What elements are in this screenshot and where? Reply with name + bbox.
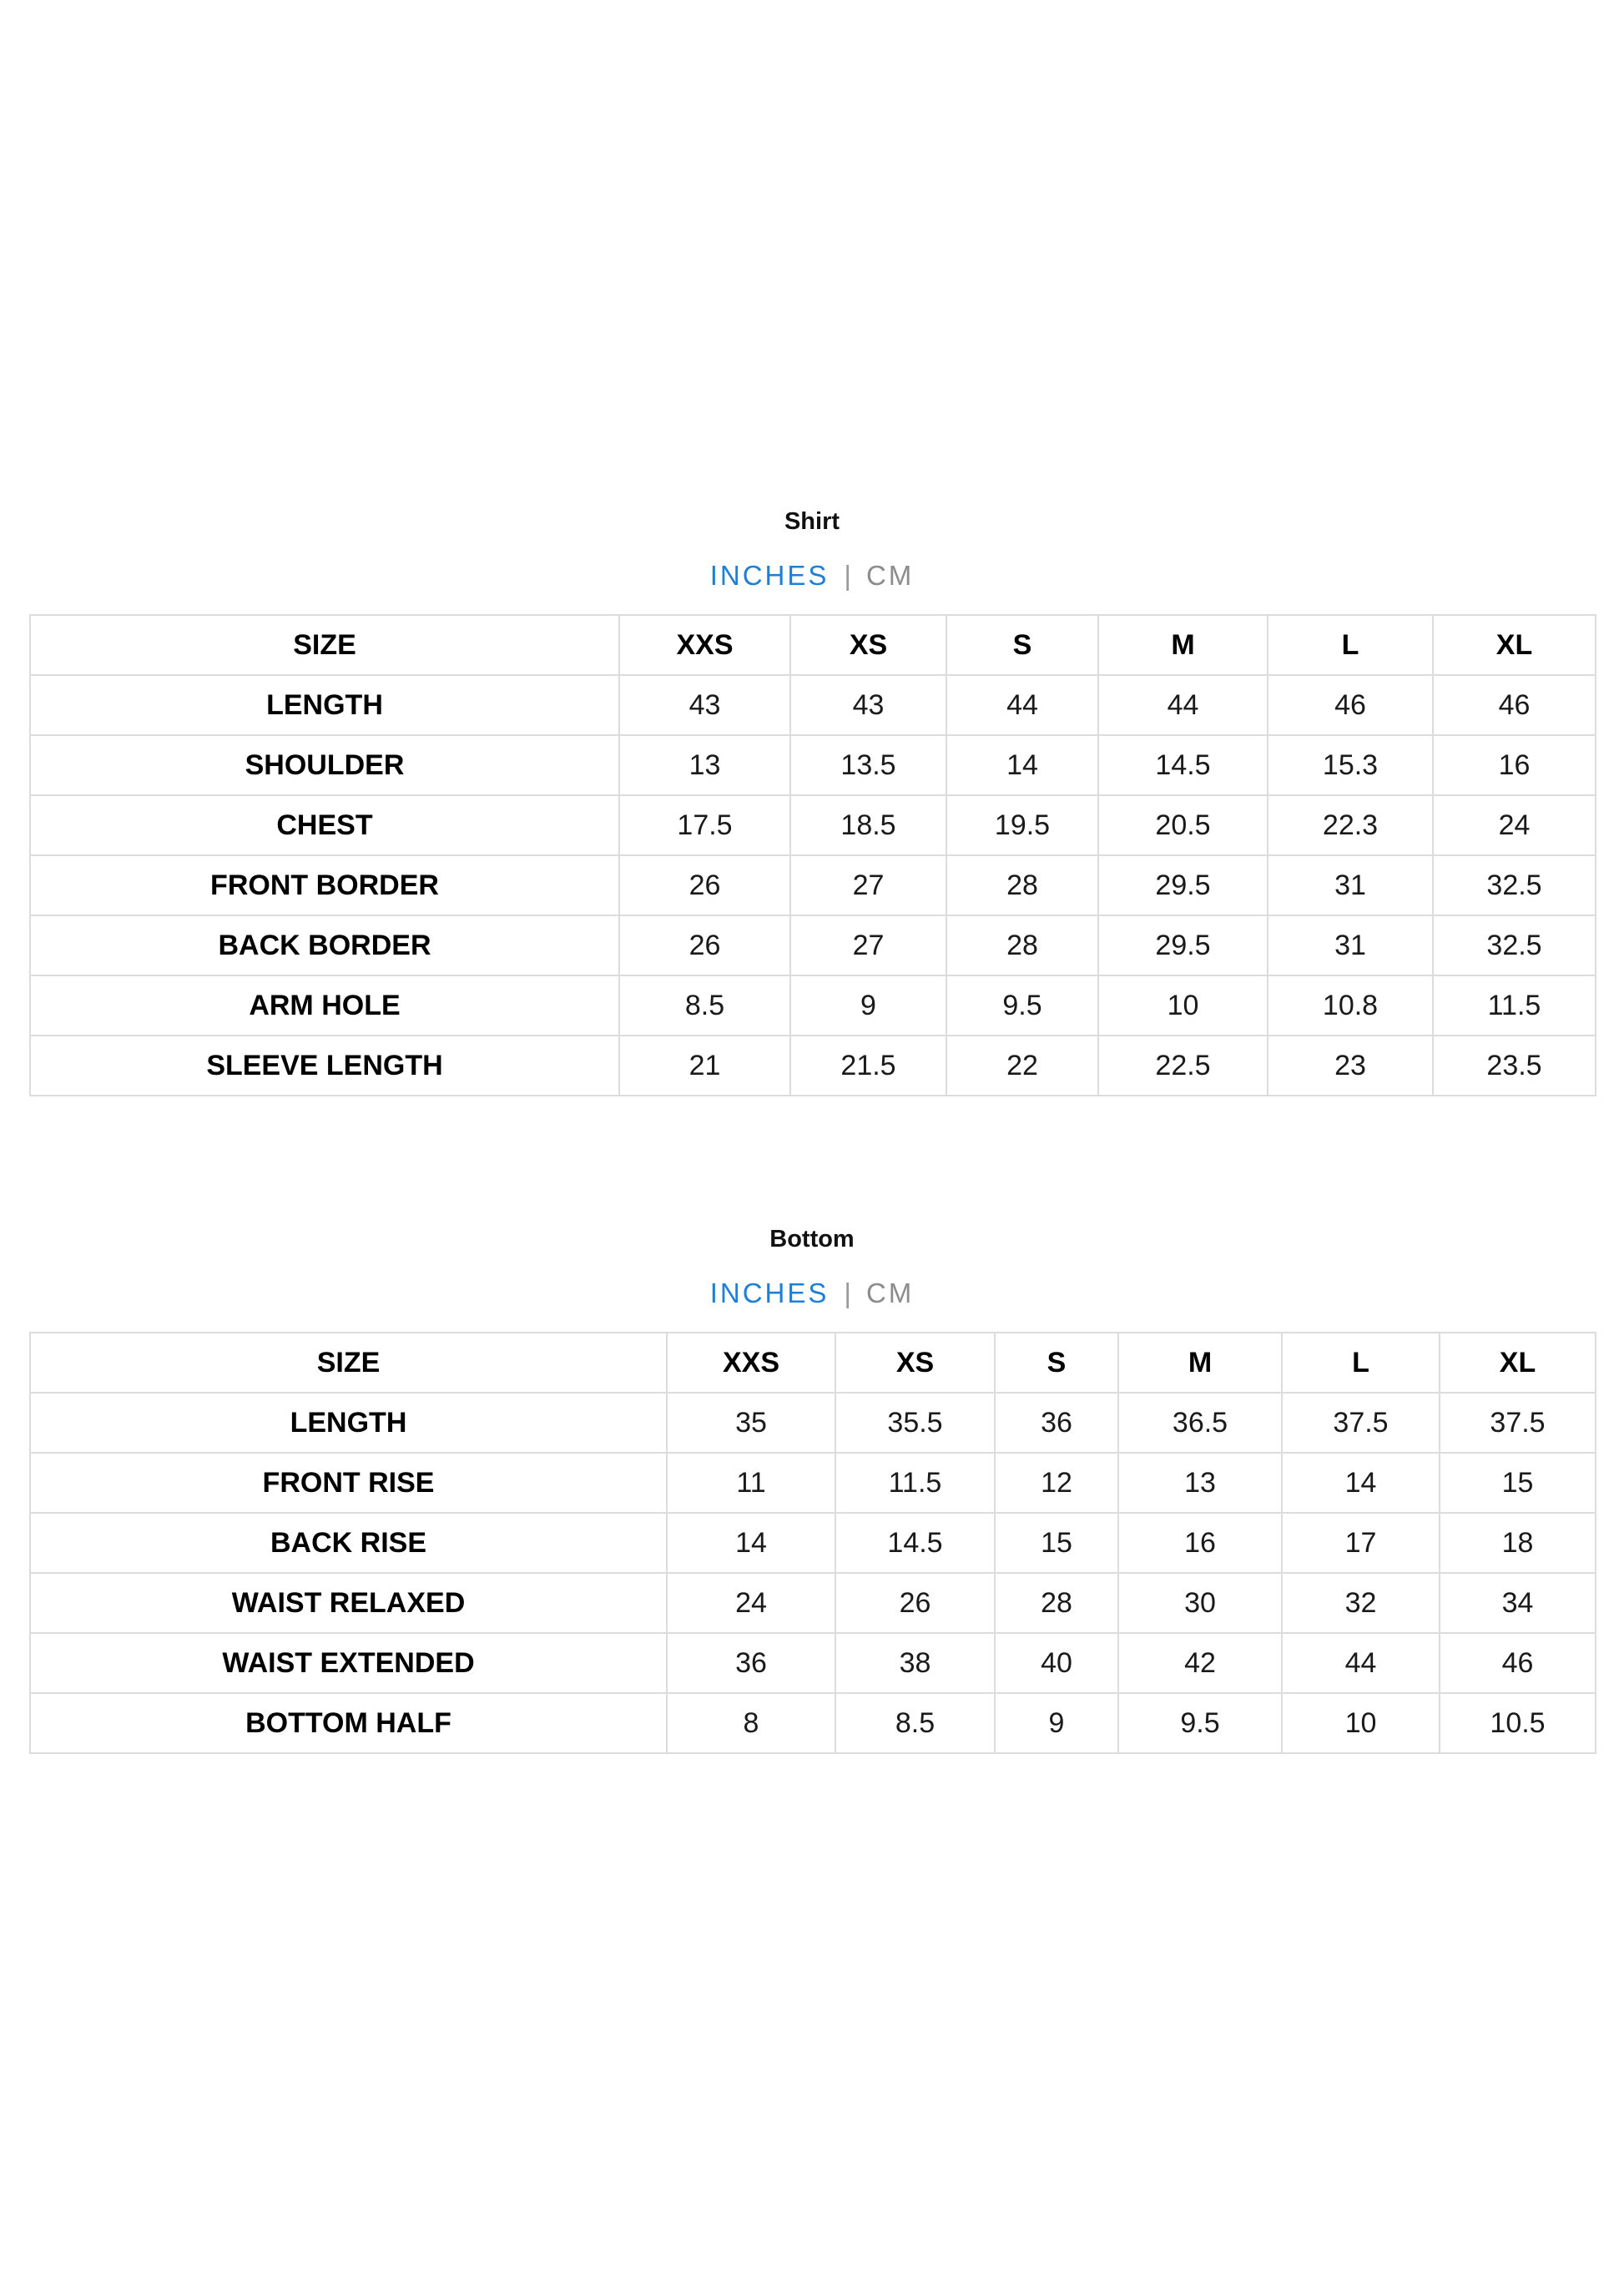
table-cell: 16 xyxy=(1118,1513,1282,1573)
table-row xyxy=(30,975,1596,1036)
bottom-size-section xyxy=(29,1218,1595,1754)
table-cell: 40 xyxy=(995,1633,1118,1693)
table-cell: 14 xyxy=(667,1513,835,1573)
row-label: LENGTH xyxy=(30,675,619,735)
row-label: SLEEVE LENGTH xyxy=(30,1036,619,1096)
table-cell: 26 xyxy=(619,915,790,975)
table-cell: 14.5 xyxy=(1098,735,1268,795)
table-cell: 16 xyxy=(1433,735,1596,795)
table-row xyxy=(30,1453,1596,1513)
column-header: XXS xyxy=(667,1333,835,1393)
table-cell: 46 xyxy=(1440,1633,1596,1693)
table-row xyxy=(30,1573,1596,1633)
table-cell: 14 xyxy=(946,735,1098,795)
table-cell: 29.5 xyxy=(1098,855,1268,915)
column-header: M xyxy=(1098,615,1268,675)
column-header: SIZE xyxy=(30,1333,667,1393)
table-cell: 37.5 xyxy=(1440,1393,1596,1453)
table-cell: 10.5 xyxy=(1440,1693,1596,1753)
table-cell: 22 xyxy=(946,1036,1098,1096)
bottom-unit-cm-tab[interactable]: CM xyxy=(865,1278,915,1308)
table-cell: 26 xyxy=(619,855,790,915)
table-cell: 15.3 xyxy=(1268,735,1433,795)
table-cell: 46 xyxy=(1268,675,1433,735)
table-cell: 31 xyxy=(1268,855,1433,915)
table-cell: 28 xyxy=(946,915,1098,975)
table-cell: 36 xyxy=(995,1393,1118,1453)
table-cell: 46 xyxy=(1433,675,1596,735)
row-label: SHOULDER xyxy=(30,735,619,795)
table-row xyxy=(30,855,1596,915)
table-cell: 26 xyxy=(835,1573,995,1633)
shirt-header-row xyxy=(30,615,1596,675)
shirt-section-title: Shirt xyxy=(784,508,840,535)
table-cell: 11 xyxy=(667,1453,835,1513)
table-cell: 44 xyxy=(946,675,1098,735)
table-cell: 10 xyxy=(1282,1693,1440,1753)
table-cell: 13 xyxy=(1118,1453,1282,1513)
column-header: S xyxy=(995,1333,1118,1393)
table-cell: 32.5 xyxy=(1433,915,1596,975)
table-cell: 34 xyxy=(1440,1573,1596,1633)
table-cell: 38 xyxy=(835,1633,995,1693)
table-cell: 15 xyxy=(995,1513,1118,1573)
shirt-unit-inches-tab[interactable]: INCHES xyxy=(709,560,830,591)
table-row xyxy=(30,1393,1596,1453)
table-cell: 22.5 xyxy=(1098,1036,1268,1096)
table-row xyxy=(30,735,1596,795)
column-header: M xyxy=(1118,1333,1282,1393)
table-cell: 8 xyxy=(667,1693,835,1753)
row-label: CHEST xyxy=(30,795,619,855)
table-cell: 30 xyxy=(1118,1573,1282,1633)
shirt-unit-separator: | xyxy=(844,560,851,591)
table-cell: 43 xyxy=(619,675,790,735)
table-cell: 8.5 xyxy=(835,1693,995,1753)
column-header: L xyxy=(1268,615,1433,675)
shirt-size-table xyxy=(29,614,1596,1096)
table-cell: 35 xyxy=(667,1393,835,1453)
table-cell: 32 xyxy=(1282,1573,1440,1633)
row-label: LENGTH xyxy=(30,1393,667,1453)
table-row xyxy=(30,1633,1596,1693)
bottom-unit-toggle xyxy=(29,1273,1595,1314)
table-cell: 9 xyxy=(790,975,946,1036)
column-header: S xyxy=(946,615,1098,675)
table-cell: 8.5 xyxy=(619,975,790,1036)
table-cell: 37.5 xyxy=(1282,1393,1440,1453)
shirt-unit-toggle xyxy=(29,555,1595,597)
table-cell: 23.5 xyxy=(1433,1036,1596,1096)
table-cell: 11.5 xyxy=(835,1453,995,1513)
table-cell: 13 xyxy=(619,735,790,795)
table-cell: 14 xyxy=(1282,1453,1440,1513)
column-header: XXS xyxy=(619,615,790,675)
column-header: XS xyxy=(835,1333,995,1393)
row-label: WAIST RELAXED xyxy=(30,1573,667,1633)
table-cell: 42 xyxy=(1118,1633,1282,1693)
column-header: XS xyxy=(790,615,946,675)
table-row xyxy=(30,675,1596,735)
row-label: ARM HOLE xyxy=(30,975,619,1036)
table-cell: 10.8 xyxy=(1268,975,1433,1036)
column-header: XL xyxy=(1440,1333,1596,1393)
table-cell: 36.5 xyxy=(1118,1393,1282,1453)
table-cell: 36 xyxy=(667,1633,835,1693)
table-cell: 32.5 xyxy=(1433,855,1596,915)
column-header: XL xyxy=(1433,615,1596,675)
bottom-section-title: Bottom xyxy=(769,1226,855,1252)
row-label: BACK RISE xyxy=(30,1513,667,1573)
table-cell: 9.5 xyxy=(1118,1693,1282,1753)
table-cell: 10 xyxy=(1098,975,1268,1036)
bottom-header-row xyxy=(30,1333,1596,1393)
table-cell: 17 xyxy=(1282,1513,1440,1573)
row-label: BOTTOM HALF xyxy=(30,1693,667,1753)
table-cell: 28 xyxy=(995,1573,1118,1633)
table-row xyxy=(30,1513,1596,1573)
table-cell: 13.5 xyxy=(790,735,946,795)
table-cell: 22.3 xyxy=(1268,795,1433,855)
table-cell: 9 xyxy=(995,1693,1118,1753)
table-cell: 24 xyxy=(667,1573,835,1633)
table-row xyxy=(30,1036,1596,1096)
bottom-unit-separator: | xyxy=(844,1278,851,1308)
row-label: BACK BORDER xyxy=(30,915,619,975)
table-cell: 28 xyxy=(946,855,1098,915)
bottom-unit-inches-tab[interactable]: INCHES xyxy=(709,1278,830,1308)
table-cell: 19.5 xyxy=(946,795,1098,855)
table-cell: 15 xyxy=(1440,1453,1596,1513)
table-cell: 44 xyxy=(1282,1633,1440,1693)
shirt-unit-cm-tab[interactable]: CM xyxy=(865,560,915,591)
table-cell: 43 xyxy=(790,675,946,735)
table-cell: 9.5 xyxy=(946,975,1098,1036)
table-cell: 17.5 xyxy=(619,795,790,855)
table-cell: 44 xyxy=(1098,675,1268,735)
table-cell: 35.5 xyxy=(835,1393,995,1453)
table-cell: 27 xyxy=(790,855,946,915)
table-row xyxy=(30,1693,1596,1753)
row-label: WAIST EXTENDED xyxy=(30,1633,667,1693)
table-row xyxy=(30,795,1596,855)
table-cell: 24 xyxy=(1433,795,1596,855)
table-cell: 11.5 xyxy=(1433,975,1596,1036)
table-row xyxy=(30,915,1596,975)
table-cell: 27 xyxy=(790,915,946,975)
bottom-size-table xyxy=(29,1332,1596,1754)
table-cell: 23 xyxy=(1268,1036,1433,1096)
shirt-size-section xyxy=(29,501,1595,1096)
table-cell: 18.5 xyxy=(790,795,946,855)
table-cell: 20.5 xyxy=(1098,795,1268,855)
row-label: FRONT RISE xyxy=(30,1453,667,1513)
table-cell: 12 xyxy=(995,1453,1118,1513)
column-header: L xyxy=(1282,1333,1440,1393)
column-header: SIZE xyxy=(30,615,619,675)
table-cell: 18 xyxy=(1440,1513,1596,1573)
row-label: FRONT BORDER xyxy=(30,855,619,915)
table-cell: 21.5 xyxy=(790,1036,946,1096)
table-cell: 31 xyxy=(1268,915,1433,975)
table-cell: 14.5 xyxy=(835,1513,995,1573)
table-cell: 29.5 xyxy=(1098,915,1268,975)
table-cell: 21 xyxy=(619,1036,790,1096)
